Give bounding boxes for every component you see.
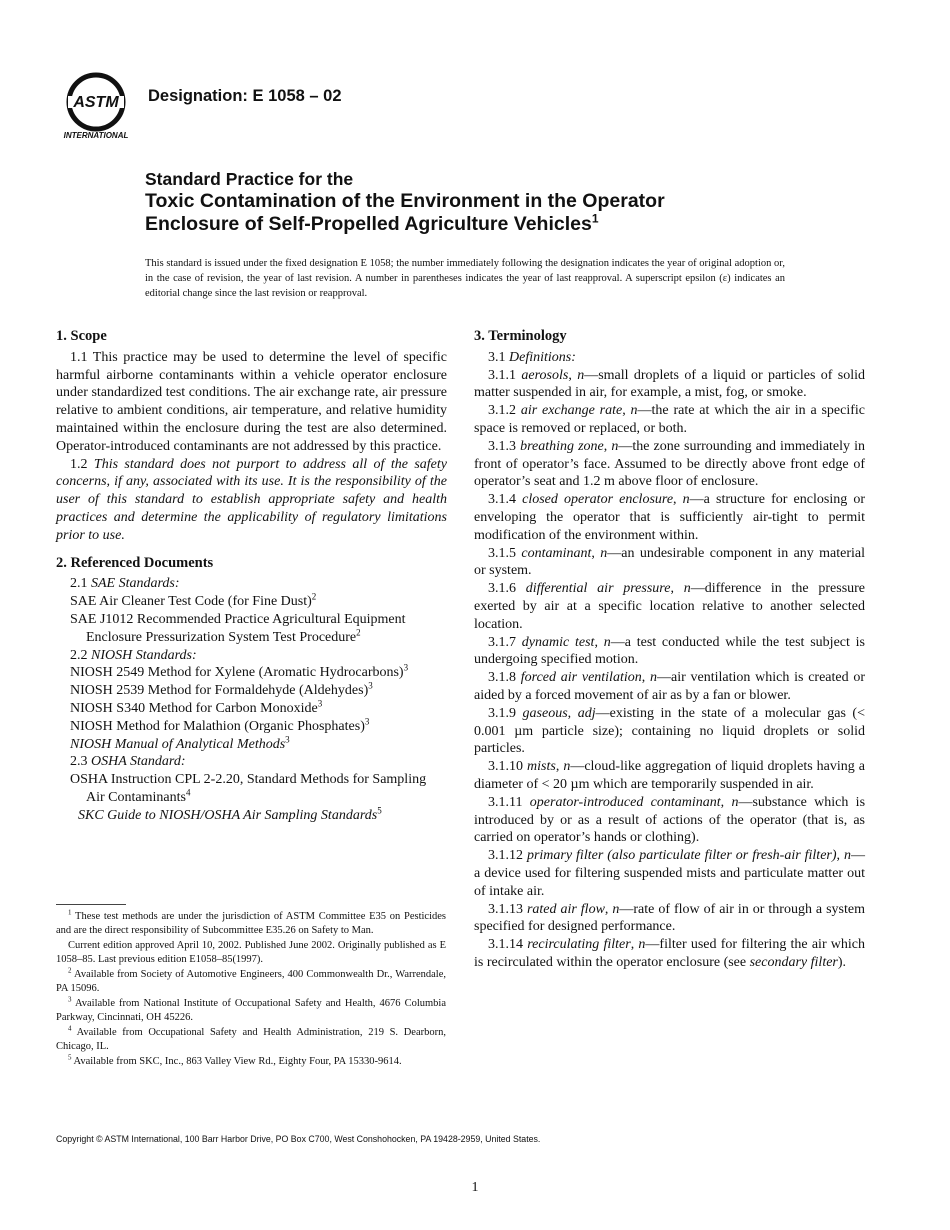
definition-number: 3.1.1 bbox=[488, 367, 522, 383]
definition-term: recirculating filter bbox=[527, 937, 631, 953]
scope-paragraph-2 bbox=[56, 456, 447, 545]
definition-item: 3.1.4 closed operator enclosure, n—a structure for enclosing or enveloping the operator that is sufficiently air-tight to permit modification of the environment within. bbox=[474, 492, 865, 543]
ref-o2-mark: 5 bbox=[377, 805, 382, 816]
footnote-text: Current edition approved April 10, 2002. Published June 2002. Originally published as E 1058–85. Last previous edition E1058–85(1997). bbox=[56, 940, 446, 965]
ref-sae1-mark: 2 bbox=[311, 591, 317, 602]
definition-item: 3.1.11 operator-introduced contaminant, n—substance which is introduced by or as a result of actions of the operator (that is, as carried on operator’s hands or clothing). bbox=[474, 794, 866, 846]
document-title bbox=[145, 168, 845, 236]
definition-text: —cloud-like aggregation of liquid droplets having a diameter of < 20 µm which are temporarily suspended in air. bbox=[474, 759, 866, 792]
ref-osha-cpl bbox=[56, 771, 447, 807]
definition-number: 3.1.9 bbox=[488, 705, 523, 721]
footnote-text: These test methods are under the jurisdiction of ASTM Committee E35 on Pesticides and are the direct responsibility of Subcommittee E35.26 on Safety to Man. bbox=[56, 911, 446, 936]
footnote-mark: 4 bbox=[68, 1024, 72, 1033]
definition-term: primary filter (also particulate filter or fresh-air filter) bbox=[526, 848, 837, 864]
ref-niosh-malathion bbox=[56, 718, 447, 736]
definition-pos: adj bbox=[577, 705, 596, 721]
designation: Designation: E 1058 – 02 bbox=[148, 87, 342, 105]
definition-tail: ). bbox=[837, 954, 847, 970]
ref-skc-guide bbox=[56, 807, 447, 825]
definition-text: —rate of flow of air in or through a system specified for designed performance. bbox=[474, 901, 865, 935]
definition-term: mists bbox=[527, 759, 556, 775]
subsection-2-3 bbox=[56, 753, 447, 771]
ref-o1-mark: 4 bbox=[185, 787, 191, 798]
definition-number: 3.1.2 bbox=[488, 403, 521, 419]
definition-pos: n bbox=[611, 438, 619, 454]
definition-text: —an undesirable component in any material or system. bbox=[474, 545, 866, 579]
definition-term: differential air pressure bbox=[525, 581, 671, 597]
ref-n3-text: NIOSH S340 Method for Carbon Monoxide bbox=[70, 700, 318, 716]
definition-item: 3.1.1 aerosols, n—small droplets of a liquid or particles of solid matter suspended in air, for example, a mist, fog, or smoke. bbox=[474, 367, 866, 401]
definition-number: 3.1.10 bbox=[488, 759, 528, 775]
definition-pos: n bbox=[683, 581, 691, 597]
definition-pos: n bbox=[603, 634, 611, 650]
footnote-mark: 3 bbox=[68, 995, 72, 1004]
ref-n1-text: NIOSH 2549 Method for Xylene (Aromatic Hydrocarbons) bbox=[70, 665, 404, 681]
subsection-2-2 bbox=[56, 647, 447, 665]
s23-number: 2.3 bbox=[70, 754, 91, 770]
definition-item: 3.1.2 air exchange rate, n—the rate at which the air in a specific space is removed or replaced, or both. bbox=[474, 403, 866, 436]
ref-sae-j1012 bbox=[56, 611, 447, 647]
definition-text: —the rate at which the air in a specific space is removed or replaced, or both. bbox=[474, 403, 866, 436]
definition-pos: n bbox=[638, 937, 646, 953]
definition-number: 3.1.6 bbox=[488, 581, 526, 597]
footnote-mark: 5 bbox=[68, 1053, 72, 1062]
title-line-3: Enclosure of Self-Propelled Agriculture Vehicles bbox=[145, 213, 592, 235]
right-column bbox=[474, 328, 865, 972]
footnote-mark: 2 bbox=[68, 966, 72, 975]
definition-term: contaminant bbox=[521, 545, 592, 561]
definition-item: 3.1.13 rated air flow, n—rate of flow of air in or through a system specified for designed performance. bbox=[474, 901, 865, 935]
definition-pos: n bbox=[600, 545, 608, 561]
footnote-text: Available from SKC, Inc., 863 Valley View Rd., Eighty Four, PA 15330-9614. bbox=[71, 1056, 402, 1067]
definition-text: —filter used for filtering the air which is recirculated within the operator enclosure (see bbox=[474, 937, 866, 970]
definition-number: 3.1.7 bbox=[488, 634, 522, 650]
s31-text: Definitions: bbox=[509, 349, 576, 365]
definition-term: air exchange rate bbox=[520, 403, 623, 419]
ref-n4-text: NIOSH Method for Malathion (Organic Phosphates) bbox=[70, 718, 365, 734]
ref-n2-text: NIOSH 2539 Method for Formaldehyde (Aldehydes) bbox=[70, 683, 369, 699]
definition-term: rated air flow bbox=[526, 901, 605, 917]
definition-text: —a test conducted while the test subject is undergoing specified motion. bbox=[474, 634, 866, 668]
scope-paragraph-1: 1.1 This practice may be used to determine the level of specific harmful airborne contaminants within a vehicle operator enclosure under standardized test conditions. The air exchange rate, air pressure relative to ambient conditions, air temperature, and relative humidity maintained within the enclosure during the test are also determined. Operator-introduced contaminants are not addressed by this practice. bbox=[56, 349, 447, 454]
footnote-text: Available from National Institute of Occupational Safety and Health, 4676 Columbia Parkway, Cincinnati, OH 45226. bbox=[56, 998, 446, 1023]
ref-sae-air-cleaner bbox=[56, 593, 447, 611]
s31-number: 3.1 bbox=[488, 349, 509, 365]
s21-text: SAE Standards: bbox=[91, 576, 180, 592]
definition-pos: n bbox=[612, 901, 620, 917]
section-heading-terminology: 3. Terminology bbox=[474, 328, 567, 344]
ref-n5-mark: 3 bbox=[285, 733, 290, 744]
logo-subtext: INTERNATIONAL bbox=[63, 131, 129, 140]
definition-term: dynamic test bbox=[521, 634, 595, 650]
footnote-mark: 1 bbox=[68, 908, 72, 917]
ref-sae1-text: SAE Air Cleaner Test Code (for Fine Dust) bbox=[70, 594, 312, 610]
definition-item: 3.1.14 recirculating filter, n—filter used for filtering the air which is recirculated within the operator enclosure (see secondary filter). bbox=[474, 937, 866, 970]
copyright: Copyright © ASTM International, 100 Barr Harbor Drive, PO Box C700, West Conshohocken, PA 19428-2959, United States. bbox=[56, 1134, 541, 1144]
definition-term: closed operator enclosure bbox=[522, 492, 674, 508]
definition-term: operator-introduced contaminant bbox=[529, 794, 721, 810]
ref-o2-text: SKC Guide to NIOSH/OSHA Air Sampling Standards bbox=[78, 807, 378, 823]
ref-niosh-s340 bbox=[56, 700, 447, 718]
page-number: 1 bbox=[471, 1180, 479, 1195]
ref-sae2-mark: 2 bbox=[356, 627, 361, 638]
scope-p2-number: 1.2 bbox=[70, 456, 94, 472]
definition-number: 3.1.11 bbox=[488, 794, 530, 810]
title-line-1: Standard Practice for the bbox=[145, 169, 354, 189]
s22-text: NIOSH Standards: bbox=[91, 647, 197, 663]
ref-n1-mark: 3 bbox=[403, 662, 409, 673]
s23-text: OSHA Standard: bbox=[91, 754, 186, 770]
section-heading-scope: 1. Scope bbox=[56, 328, 107, 344]
s22-number: 2.2 bbox=[70, 647, 91, 663]
definition-item: 3.1.9 gaseous, adj—existing in the state of a molecular gas (< 0.001 µm particle size); containing no liquid droplets or solid particles. bbox=[474, 705, 865, 757]
definition-number: 3.1.12 bbox=[488, 848, 527, 864]
definition-pos: n bbox=[731, 794, 739, 810]
subsection-2-1 bbox=[56, 575, 447, 593]
definition-text: —existing in the state of a molecular gas (< 0.001 µm particle size); containing no liquid droplets or solid particles. bbox=[474, 705, 865, 757]
definition-text: —difference in the pressure exerted by air at a specific location relative to another selected location. bbox=[474, 581, 866, 632]
s21-number: 2.1 bbox=[70, 576, 91, 592]
ref-niosh-2539 bbox=[56, 682, 447, 700]
definition-item: 3.1.7 dynamic test, n—a test conducted while the test subject is undergoing specified motion. bbox=[474, 634, 866, 668]
definition-text: —a device used for filtering suspended mists and particulate matter out of intake air. bbox=[474, 848, 865, 899]
definition-pos: n bbox=[650, 670, 657, 686]
definition-xref: secondary filter bbox=[749, 954, 838, 970]
ref-n4-mark: 3 bbox=[364, 716, 370, 727]
definition-text: —small droplets of a liquid or particles of solid matter suspended in air, for example, a mist, fog, or smoke. bbox=[474, 367, 866, 401]
definitions-list bbox=[474, 367, 865, 972]
title-line-2: Toxic Contamination of the Environment in the Operator bbox=[145, 190, 665, 212]
footnote bbox=[56, 1055, 446, 1069]
scope-p2-text: This standard does not purport to address all of the safety concerns, if any, associated with its use. It is the responsibility of the user of this standard to establish appropriate safety and health practices and determine the applicability of regulatory limitations prior to use. bbox=[56, 456, 447, 543]
ref-n3-mark: 3 bbox=[317, 698, 323, 709]
definition-item: 3.1.3 breathing zone, n—the zone surrounding and immediately in front of operator’s face. Assumed to be directly above front edge of operator’s seat and 1.2 m above floor of enclosure. bbox=[474, 438, 865, 490]
footnote-text: Available from Occupational Safety and Health Administration, 219 S. Dearborn, Chicago, IL. bbox=[56, 1027, 446, 1052]
footnote bbox=[56, 939, 446, 967]
section-heading-refdocs: 2. Referenced Documents bbox=[56, 554, 214, 571]
ref-o1-text: OSHA Instruction CPL 2-2.20, Standard Methods for Sampling Air Contaminants bbox=[70, 772, 427, 805]
footnote-text: Available from Society of Automotive Engineers, 400 Commonwealth Dr., Warrendale, PA 15096. bbox=[56, 969, 446, 994]
definition-item: 3.1.5 contaminant, n—an undesirable component in any material or system. bbox=[474, 545, 866, 579]
ref-n5-text: NIOSH Manual of Analytical Methods bbox=[70, 736, 286, 752]
definition-pos: n bbox=[682, 492, 690, 508]
footnotes bbox=[56, 910, 446, 1070]
subsection-3-1 bbox=[474, 349, 865, 367]
footnote bbox=[56, 997, 446, 1025]
definition-pos: n bbox=[563, 759, 571, 775]
definition-text: —substance which is introduced by or as a result of actions of the operator (that is, as carried on operator’s hands or clothing). bbox=[474, 794, 866, 846]
definition-item: 3.1.6 differential air pressure, n—difference in the pressure exerted by air at a specific location relative to another selected location. bbox=[474, 581, 866, 632]
footnote bbox=[56, 910, 446, 938]
ref-niosh-manual bbox=[56, 733, 447, 754]
definition-text: —a structure for enclosing or enveloping the operator that is sufficiently air-tight to permit modification of the environment within. bbox=[474, 492, 865, 543]
astm-logo bbox=[58, 72, 136, 142]
definition-text: —air ventilation which is created or aided by a forced movement of air as by a fan or blower. bbox=[474, 670, 866, 703]
ref-n2-mark: 3 bbox=[368, 680, 373, 691]
definition-text: —the zone surrounding and immediately in front of operator’s face. Assumed to be directly above front edge of operator’s seat and 1.2 m above floor of enclosure. bbox=[474, 438, 865, 490]
footnote bbox=[56, 1026, 446, 1054]
definition-term: breathing zone bbox=[520, 438, 604, 454]
footnote bbox=[56, 968, 446, 996]
definition-number: 3.1.4 bbox=[488, 492, 523, 508]
definition-number: 3.1.8 bbox=[488, 670, 521, 686]
definition-term: forced air ventilation bbox=[520, 670, 642, 686]
ref-niosh-2549 bbox=[56, 664, 447, 682]
title-footnote-mark: 1 bbox=[591, 211, 599, 226]
definition-item: 3.1.12 primary filter (also particulate filter or fresh-air filter), n—a device used for filtering suspended mists and particulate matter out of intake air. bbox=[474, 848, 865, 899]
logo-text: ASTM bbox=[73, 94, 119, 111]
definition-number: 3.1.13 bbox=[488, 901, 527, 917]
ref-sae2-text: SAE J1012 Recommended Practice Agricultural Equipment Enclosure Pressurization System Test Procedure bbox=[70, 611, 406, 645]
left-column bbox=[56, 328, 447, 825]
definition-term: gaseous bbox=[522, 705, 568, 721]
definition-item: 3.1.8 forced air ventilation, n—air ventilation which is created or aided by a forced movement of air as by a fan or blower. bbox=[474, 670, 866, 703]
definition-pos: n bbox=[630, 403, 638, 419]
definition-pos: n bbox=[577, 367, 585, 383]
issuance-statement: This standard is issued under the fixed designation E 1058; the number immediately following the designation indicates the year of original adoption or, in the case of revision, the year of last revision. A number in parentheses indicates the year of last reapproval. A superscript epsilon (ε) indicates an editorial change since the last revision or reapproval. bbox=[145, 258, 785, 299]
definition-number: 3.1.3 bbox=[488, 438, 521, 454]
definition-pos: n bbox=[844, 848, 851, 864]
definition-number: 3.1.14 bbox=[488, 937, 528, 953]
definition-number: 3.1.5 bbox=[488, 545, 522, 561]
definition-term: aerosols bbox=[521, 367, 569, 383]
definition-item: 3.1.10 mists, n—cloud-like aggregation of liquid droplets having a diameter of < 20 µm which are temporarily suspended in air. bbox=[474, 759, 866, 792]
footnote-rule bbox=[56, 904, 126, 905]
